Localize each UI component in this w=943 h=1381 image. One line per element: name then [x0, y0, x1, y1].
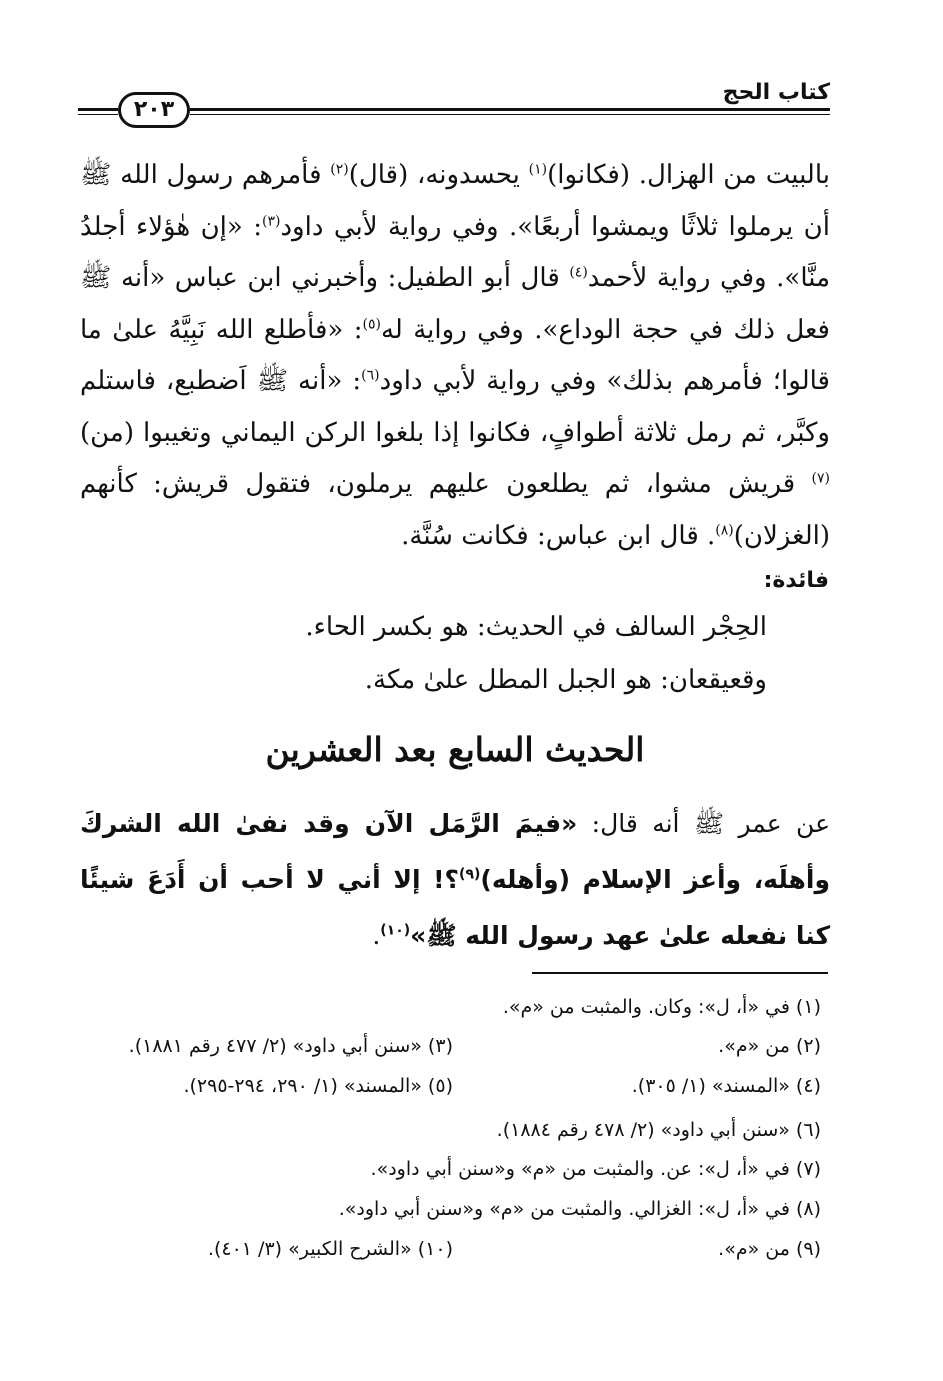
- footnote-1: (١) في «أ، ل»: وكان. والمثبت من «م».: [502, 996, 821, 1018]
- footnote-8: (٨) في «أ، ل»: الغزالي. والمثبت من «م» و«سنن أبي داود».: [338, 1198, 821, 1220]
- footnote-divider: [532, 972, 828, 974]
- footnote-9: (٩) من «م».: [718, 1238, 821, 1260]
- footnote-7: (٧) في «أ، ل»: عن. والمثبت من «م» و«سنن أبي داود».: [370, 1158, 821, 1180]
- footnote-5: (٥) «المسند» (١/ ٢٩٠، ٢٩٤-٢٩٥).: [183, 1075, 453, 1097]
- footnote-3: (٣) «سنن أبي داود» (٢/ ٤٧٧ رقم ١٨٨١).: [128, 1035, 453, 1057]
- text-run: فأمرهم رسول الله ﷺ أن يرملوا ثلاثًا ويمشوا أربعًا». وفي رواية لأبي داود: [80, 160, 830, 242]
- footnote-6: (٦) «سنن أبي داود» (٢/ ٤٧٨ رقم ١٨٨٤).: [496, 1119, 821, 1141]
- text-run: : «فأطلع الله نَبِيَّهُ علىٰ ما قالوا؛ فأمرهم بذلك» وفي رواية لأبي داود: [80, 314, 830, 396]
- text-run: قريش مشوا، ثم يطلعون عليهم يرملون، فتقول قريش: كأنهم (الغزلان): [80, 469, 830, 551]
- text-run: يحسدونه، (قال): [348, 160, 529, 190]
- footnote-10: (١٠) «الشرح الكبير» (٣/ ٤٠١).: [207, 1238, 453, 1260]
- footnote-ref-7[interactable]: (٧): [811, 470, 830, 487]
- main-paragraph: [80, 150, 830, 562]
- header-rule-right: [190, 108, 830, 117]
- page-number: ٢٠٣: [118, 92, 190, 128]
- benefit-line-hijr: الحِجْر السالف في الحديث: هو بكسر الحاء.: [305, 612, 767, 642]
- text-run: قال أبو الطفيل: وأخبرني ابن عباس «أنه ﷺ فعل ذلك في حجة الوداع». وفي رواية له: [80, 263, 830, 345]
- hadith-end: .: [372, 921, 381, 950]
- text-run: : «إن هٰؤلاء أجلدُ منَّا». وفي رواية لأحمد: [80, 211, 831, 293]
- footnote-2: (٢) من «م».: [718, 1035, 821, 1057]
- footnote-ref-4[interactable]: (٤): [569, 264, 588, 281]
- hadith-paragraph: [80, 796, 830, 964]
- header-rule-left: [78, 108, 118, 117]
- footnote-ref-3[interactable]: (٣): [262, 212, 281, 229]
- benefit-heading: فائدة:: [763, 568, 829, 593]
- text-run: : «أنه ﷺ اَضطبع، فاستلم وكبَّر، ثم رمل ثلاثة أطوافٍ، فكانوا إذا بلغوا الركن اليماني وتغيبوا (من): [80, 366, 830, 448]
- page-header: [78, 82, 830, 128]
- book-title: كتاب الحج: [722, 80, 830, 105]
- footnote-ref-5[interactable]: (٥): [362, 315, 381, 332]
- text-run: بالبيت من الهزال. (فكانوا): [547, 160, 830, 190]
- footnote-ref-9[interactable]: (٩): [459, 866, 481, 883]
- hadith-intro: عن عمر ﷺ أنه قال:: [577, 809, 830, 838]
- footnote-ref-10[interactable]: (١٠): [380, 922, 411, 939]
- benefit-line-quayqian: وقعيقعان: هو الجبل المطل علىٰ مكة.: [364, 665, 767, 695]
- footnote-ref-2[interactable]: (٢): [330, 161, 349, 178]
- footnote-ref-8[interactable]: (٨): [715, 521, 734, 538]
- footnote-4: (٤) «المسند» (١/ ٣٠٥).: [631, 1075, 821, 1097]
- hadith-quote-cont: ؟! إلا أني لا أحب أن أَدَعَ شيئًا كنا نفعله علىٰ عهد رسول الله ﷺ»: [80, 865, 830, 950]
- hadith-quote: «فيمَ الرَّمَل الآن وقد نفىٰ الله الشركَ وأهلَه، وأعز الإسلام (وأهله): [80, 809, 830, 894]
- hadith-heading: الحديث السابع بعد العشرين: [265, 730, 645, 769]
- footnote-ref-6[interactable]: (٦): [361, 367, 380, 384]
- footnote-ref-1[interactable]: (١): [528, 161, 548, 178]
- text-run: . قال ابن عباس: فكانت سُنَّة.: [401, 520, 716, 551]
